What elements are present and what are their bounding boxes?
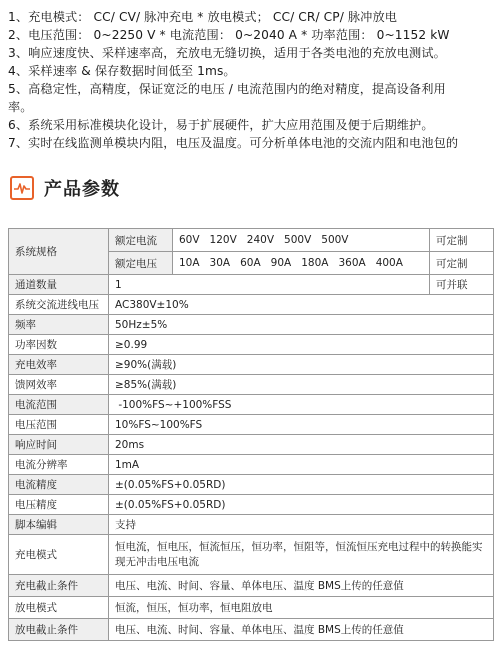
table-row (9, 229, 494, 252)
feature-line: 3、响应速度快、采样速率高，充放电无缝切换，适用于各类电池的充放电测试。 (8, 46, 446, 60)
row-label: 脚本编辑 (9, 515, 109, 535)
rated-current-label: 额定电流 (109, 229, 173, 252)
row-value: 恒流，恒压，恒功率，恒电阻放电 (109, 597, 494, 619)
table-row (9, 295, 494, 315)
row-label: 电流精度 (9, 475, 109, 495)
row-value: AC380V±10% (109, 295, 494, 315)
row-label: 充电效率 (9, 355, 109, 375)
feature-line: 1、充电模式： CC/ CV/ 脉冲充电 * 放电模式； CC/ CR/ CP/ 脉冲放电 (8, 10, 398, 24)
row-label: 馈网效率 (9, 375, 109, 395)
feature-line: 4、采样速率 & 保存数据时间低至 1ms。 (8, 64, 236, 78)
table-row (9, 335, 494, 355)
table-row (9, 619, 494, 641)
row-value: ±(0.05%FS+0.05RD) (109, 475, 494, 495)
table-row (9, 495, 494, 515)
table-row (9, 515, 494, 535)
table-row (9, 315, 494, 335)
row-label: 频率 (9, 315, 109, 335)
row-value: ≥90%(满载) (109, 355, 494, 375)
row-value: 50Hz±5% (109, 315, 494, 335)
row-value: 电压、电流、时间、容量、单体电压、温度 BMS上传的任意值 (109, 619, 494, 641)
row-label: 响应时间 (9, 435, 109, 455)
row-value: 恒电流，恒电压，恒流恒压，恒功率，恒阻等，恒流恒压充电过程中的转换能实现无冲击电压电流 (109, 535, 494, 575)
row-label: 电流分辨率 (9, 455, 109, 475)
row-label: 功率因数 (9, 335, 109, 355)
row-value: 电压、电流、时间、容量、单体电压、温度 BMS上传的任意值 (109, 575, 494, 597)
row-label: 放电截止条件 (9, 619, 109, 641)
row-label: 系统规格 (9, 229, 109, 275)
table-row (9, 355, 494, 375)
table-row (9, 597, 494, 619)
table-row (9, 435, 494, 455)
table-row (9, 395, 494, 415)
row-value: 10%FS~100%FS (109, 415, 494, 435)
channels-note: 可并联 (430, 275, 494, 295)
row-label: 通道数量 (9, 275, 109, 295)
row-label: 电压范围 (9, 415, 109, 435)
feature-list (8, 8, 494, 152)
row-value: 支持 (109, 515, 494, 535)
row-label: 充电截止条件 (9, 575, 109, 597)
row-value: 1mA (109, 455, 494, 475)
table-row (9, 455, 494, 475)
section-header (10, 174, 120, 202)
feature-line: 2、电压范围： 0~2250 V * 电流范围： 0~2040 A * 功率范围： 0~1152 kW (8, 28, 450, 42)
table-row (9, 535, 494, 575)
feature-line: 5、高稳定性，高精度，保证宽泛的电压 / 电流范围内的绝对精度，提高设备利用 (8, 82, 446, 96)
row-label: 电压精度 (9, 495, 109, 515)
feature-line: 率。 (8, 100, 33, 114)
row-label: 放电模式 (9, 597, 109, 619)
row-value: ≥85%(满载) (109, 375, 494, 395)
table-row (9, 575, 494, 597)
section-title: 产品参数 (44, 179, 120, 200)
table-row (9, 375, 494, 395)
rated-voltage-note: 可定制 (430, 252, 494, 275)
feature-line: 6、系统采用标准模块化设计，易于扩展硬件，扩大应用范围及便于后期维护。 (8, 118, 434, 132)
table-row (9, 275, 494, 295)
pulse-chart-icon (10, 176, 34, 200)
row-label: 充电模式 (9, 535, 109, 575)
row-value: ≥0.99 (109, 335, 494, 355)
row-value: 1 (109, 275, 430, 295)
row-value: ±(0.05%FS+0.05RD) (109, 495, 494, 515)
rated-current-note: 可定制 (430, 229, 494, 252)
table-row (9, 475, 494, 495)
row-label: 系统交流进线电压 (9, 295, 109, 315)
rated-voltage-label: 额定电压 (109, 252, 173, 275)
rated-current-values: 60V 120V 240V 500V 500V (173, 229, 430, 252)
spec-table (8, 228, 494, 641)
row-value: 20ms (109, 435, 494, 455)
row-value: -100%FS~+100%FSS (109, 395, 494, 415)
table-row (9, 415, 494, 435)
feature-line: 7、实时在线监测单模块内阻，电压及温度。可分析单体电池的交流内阻和电池包的 (8, 136, 459, 150)
row-label: 电流范围 (9, 395, 109, 415)
rated-voltage-values: 10A 30A 60A 90A 180A 360A 400A (173, 252, 430, 275)
